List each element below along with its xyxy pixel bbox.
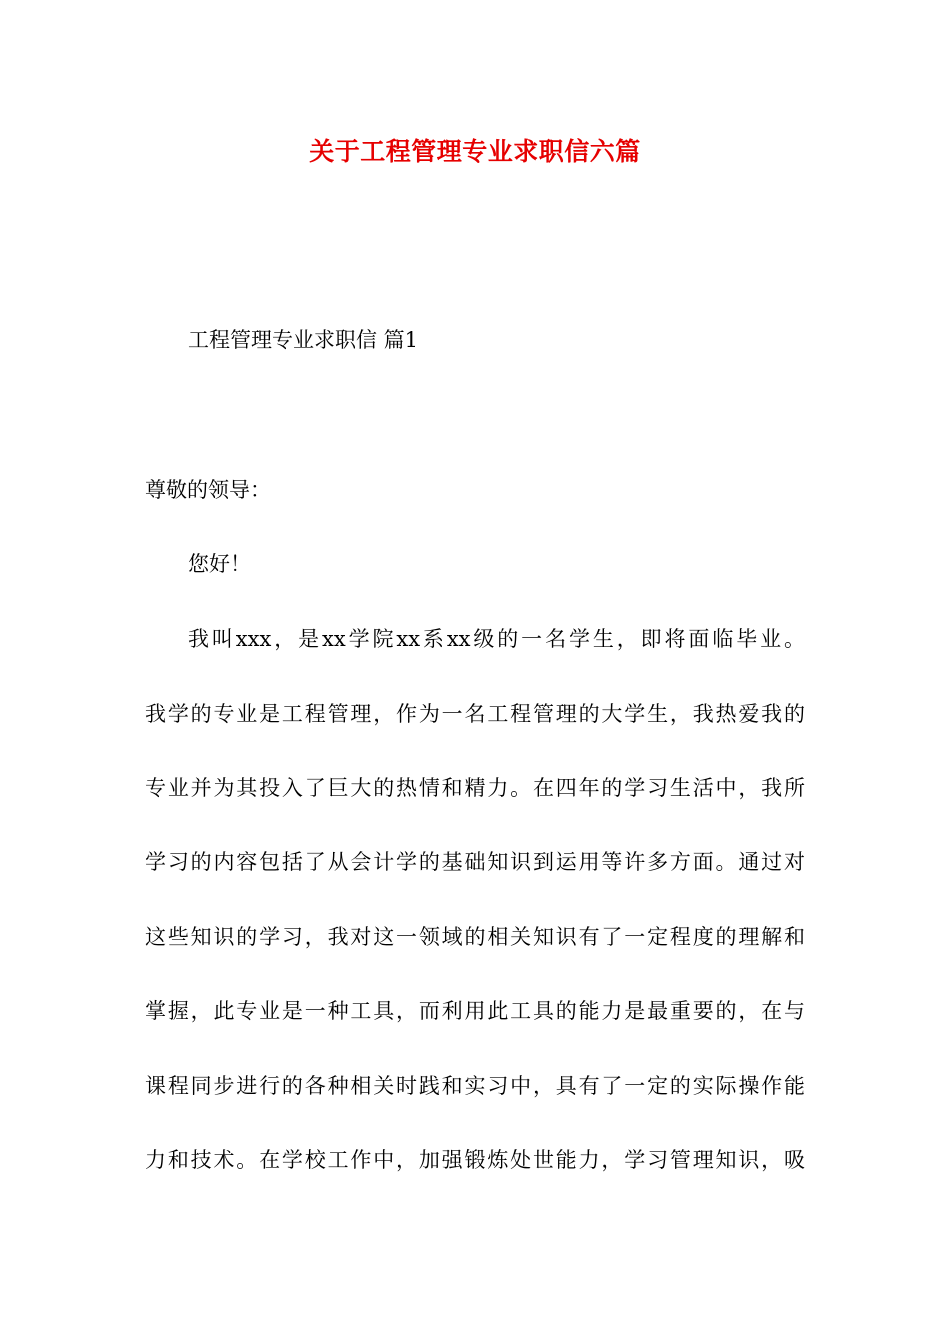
body-line: 我学的专业是工程管理，作为一名工程管理的大学生，我热爱我的 xyxy=(145,702,805,726)
body-line: 学习的内容包括了从会计学的基础知识到运用等许多方面。通过对 xyxy=(145,850,805,874)
body-line: 专业并为其投入了巨大的热情和精力。在四年的学习生活中，我所 xyxy=(145,776,805,800)
body-line: 课程同步进行的各种相关时践和实习中，具有了一定的实际操作能 xyxy=(145,1074,805,1098)
body-line: 掌握，此专业是一种工具，而利用此工具的能力是最重要的，在与 xyxy=(145,999,805,1023)
body-line: 力和技术。在学校工作中，加强锻炼处世能力，学习管理知识，吸 xyxy=(145,1148,805,1172)
greeting: 您好！ xyxy=(188,552,251,576)
body-line: 我叫xxx，是xx学院xx系xx级的一名学生，即将面临毕业。 xyxy=(188,627,805,651)
body-line: 这些知识的学习，我对这一领域的相关知识有了一定程度的理解和 xyxy=(145,925,805,949)
document-title: 关于工程管理专业求职信六篇 xyxy=(309,137,641,166)
salutation: 尊敬的领导： xyxy=(145,478,271,502)
section-heading: 工程管理专业求职信 篇1 xyxy=(188,328,419,352)
